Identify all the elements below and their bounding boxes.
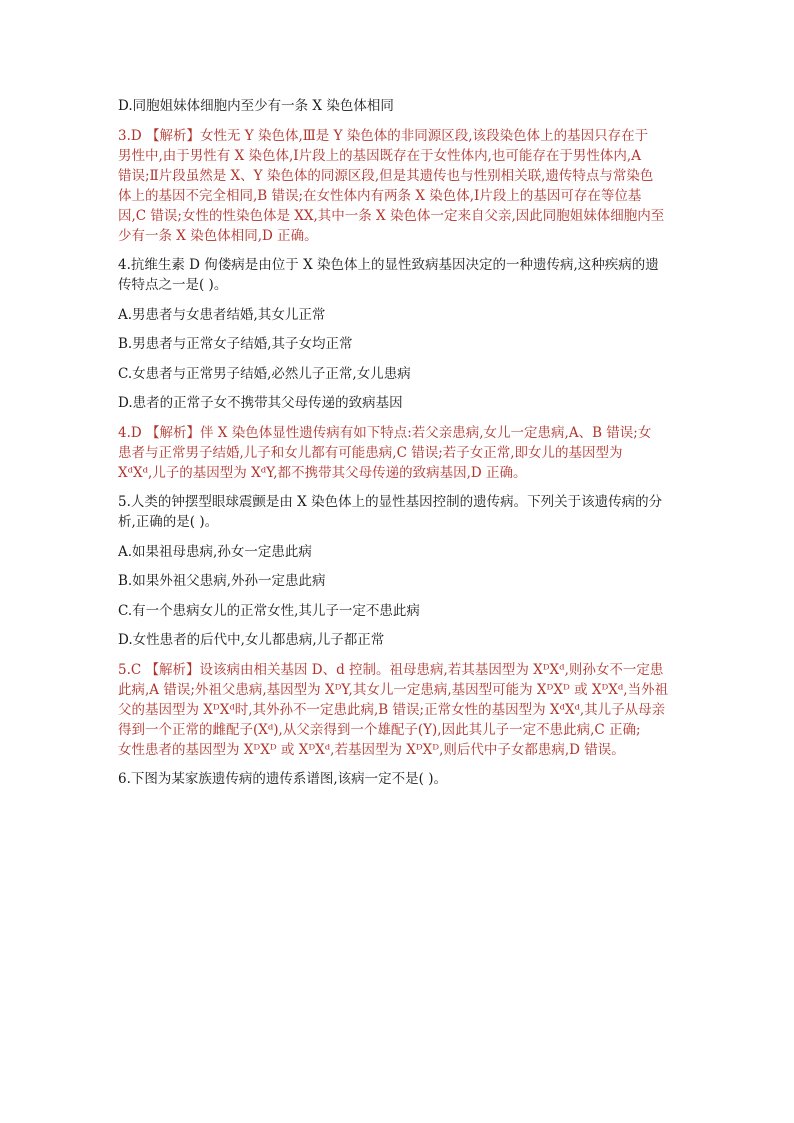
text-line: 因,C 错误;女性的性染色体是 XX,其中一条 X 染色体一定来自父亲,因此同胞姐妹体细胞内至 <box>118 207 665 224</box>
paragraph-gap <box>118 325 678 335</box>
paragraph-gap <box>118 354 678 364</box>
text-line: 3.D 【解析】女性无 Y 染色体,Ⅲ是 Y 染色体的非同源区段,该段染色体上的基因只存在于 <box>118 127 649 144</box>
text-line: 父的基因型为 XᴰXᵈ时,其外孙不一定患此病,B 错误;正常女性的基因型为 XᵈXᵈ,其儿子从母亲 <box>118 701 666 718</box>
question-text <box>118 96 678 116</box>
answer-explanation <box>118 126 678 246</box>
text-line: 错误;Ⅱ片段虽然是 X、Y 染色体的同源区段,但是其遗传也与性别相关联,遗传特点与常染色 <box>118 167 654 184</box>
text-line: 传特点之一是( )。 <box>118 277 228 293</box>
paragraph-gap <box>118 591 678 601</box>
text-line: 4.抗维生素 D 佝偻病是由位于 X 染色体上的显性致病基因决定的一种遗传病,这种疾病的遗 <box>118 257 659 273</box>
text-line: B.男患者与正常女子结婚,其子女均正常 <box>118 336 353 352</box>
paragraph-gap <box>118 295 678 305</box>
paragraph-gap <box>118 483 678 493</box>
answer-explanation <box>118 423 678 483</box>
text-line: C.女患者与正常男子结婚,必然儿子正常,女儿患病 <box>118 365 411 382</box>
paragraph-gap <box>118 246 678 256</box>
text-line: 得到一个正常的雌配子(Xᵈ),从父亲得到一个雄配子(Y),因此其儿子一定不患此病,C 正确; <box>118 721 641 738</box>
text-line: 5.C 【解析】设该病由相关基因 D、d 控制。祖母患病,若其基因型为 XᴰXᵈ,则孙女不一定患 <box>118 661 664 678</box>
question-text <box>118 601 678 621</box>
question-text <box>118 255 678 295</box>
text-line: D.患者的正常子女不携带其父母传递的致病基因 <box>118 395 403 411</box>
question-text <box>118 571 678 591</box>
paragraph-gap <box>118 116 678 126</box>
text-line: C.有一个患病女儿的正常女性,其儿子一定不患此病 <box>118 602 420 619</box>
question-text <box>118 492 678 532</box>
paragraph-gap <box>118 760 678 770</box>
document-page <box>118 96 678 789</box>
text-line: 少有一条 X 染色体相同,D 正确。 <box>118 227 318 244</box>
text-line: 男性中,由于男性有 X 染色体,Ⅰ片段上的基因既存在于女性体内,也可能存在于男性体内,A <box>118 147 641 164</box>
text-line: 女性患者的基因型为 XᴰXᴰ 或 XᴰXᵈ,若基因型为 XᴰXᴰ,则后代中子女都患病,D 错误。 <box>118 741 625 758</box>
paragraph-gap <box>118 413 678 423</box>
text-line: D.同胞姐妹体细胞内至少有一条 X 染色体相同 <box>118 98 394 114</box>
question-text <box>118 542 678 562</box>
text-line: A.如果祖母患病,孙女一定患此病 <box>118 543 312 560</box>
paragraph-gap <box>118 562 678 572</box>
question-text <box>118 630 678 650</box>
text-line: 6.下图为某家族遗传病的遗传系谱图,该病一定不是( )。 <box>118 771 447 787</box>
paragraph-gap <box>118 384 678 394</box>
question-text <box>118 334 678 354</box>
paragraph-gap <box>118 650 678 660</box>
question-text <box>118 364 678 384</box>
text-line: 患者与正常男子结婚,儿子和女儿都有可能患病,C 错误;若子女正常,即女儿的基因型为 <box>118 444 623 461</box>
paragraph-gap <box>118 532 678 542</box>
text-line: XᵈXᵈ,儿子的基因型为 XᵈY,都不携带其父母传递的致病基因,D 正确。 <box>118 464 527 481</box>
text-line: B.如果外祖父患病,外孙一定患此病 <box>118 573 326 589</box>
text-line: 体上的基因不完全相同,B 错误;在女性体内有两条 X 染色体,Ⅰ片段上的基因可存在等位基 <box>118 187 642 204</box>
question-text <box>118 305 678 325</box>
paragraph-gap <box>118 621 678 631</box>
text-line: 此病,A 错误;外祖父患病,基因型为 XᴰY,其女儿一定患病,基因型可能为 XᴰXᴰ 或 XᴰXᵈ,当外祖 <box>118 681 669 698</box>
text-line: A.男患者与女患者结婚,其女儿正常 <box>118 306 326 323</box>
question-text <box>118 393 678 413</box>
question-text <box>118 769 678 789</box>
text-line: D.女性患者的后代中,女儿都患病,儿子都正常 <box>118 632 385 648</box>
answer-explanation <box>118 660 678 760</box>
text-line: 4.D 【解析】伴 X 染色体显性遗传病有如下特点:若父亲患病,女儿一定患病,A、B 错误;女 <box>118 424 652 441</box>
text-line: 5.人类的钟摆型眼球震颤是由 X 染色体上的显性基因控制的遗传病。下列关于该遗传病的分 <box>118 494 663 510</box>
text-line: 析,正确的是( )。 <box>118 514 219 530</box>
